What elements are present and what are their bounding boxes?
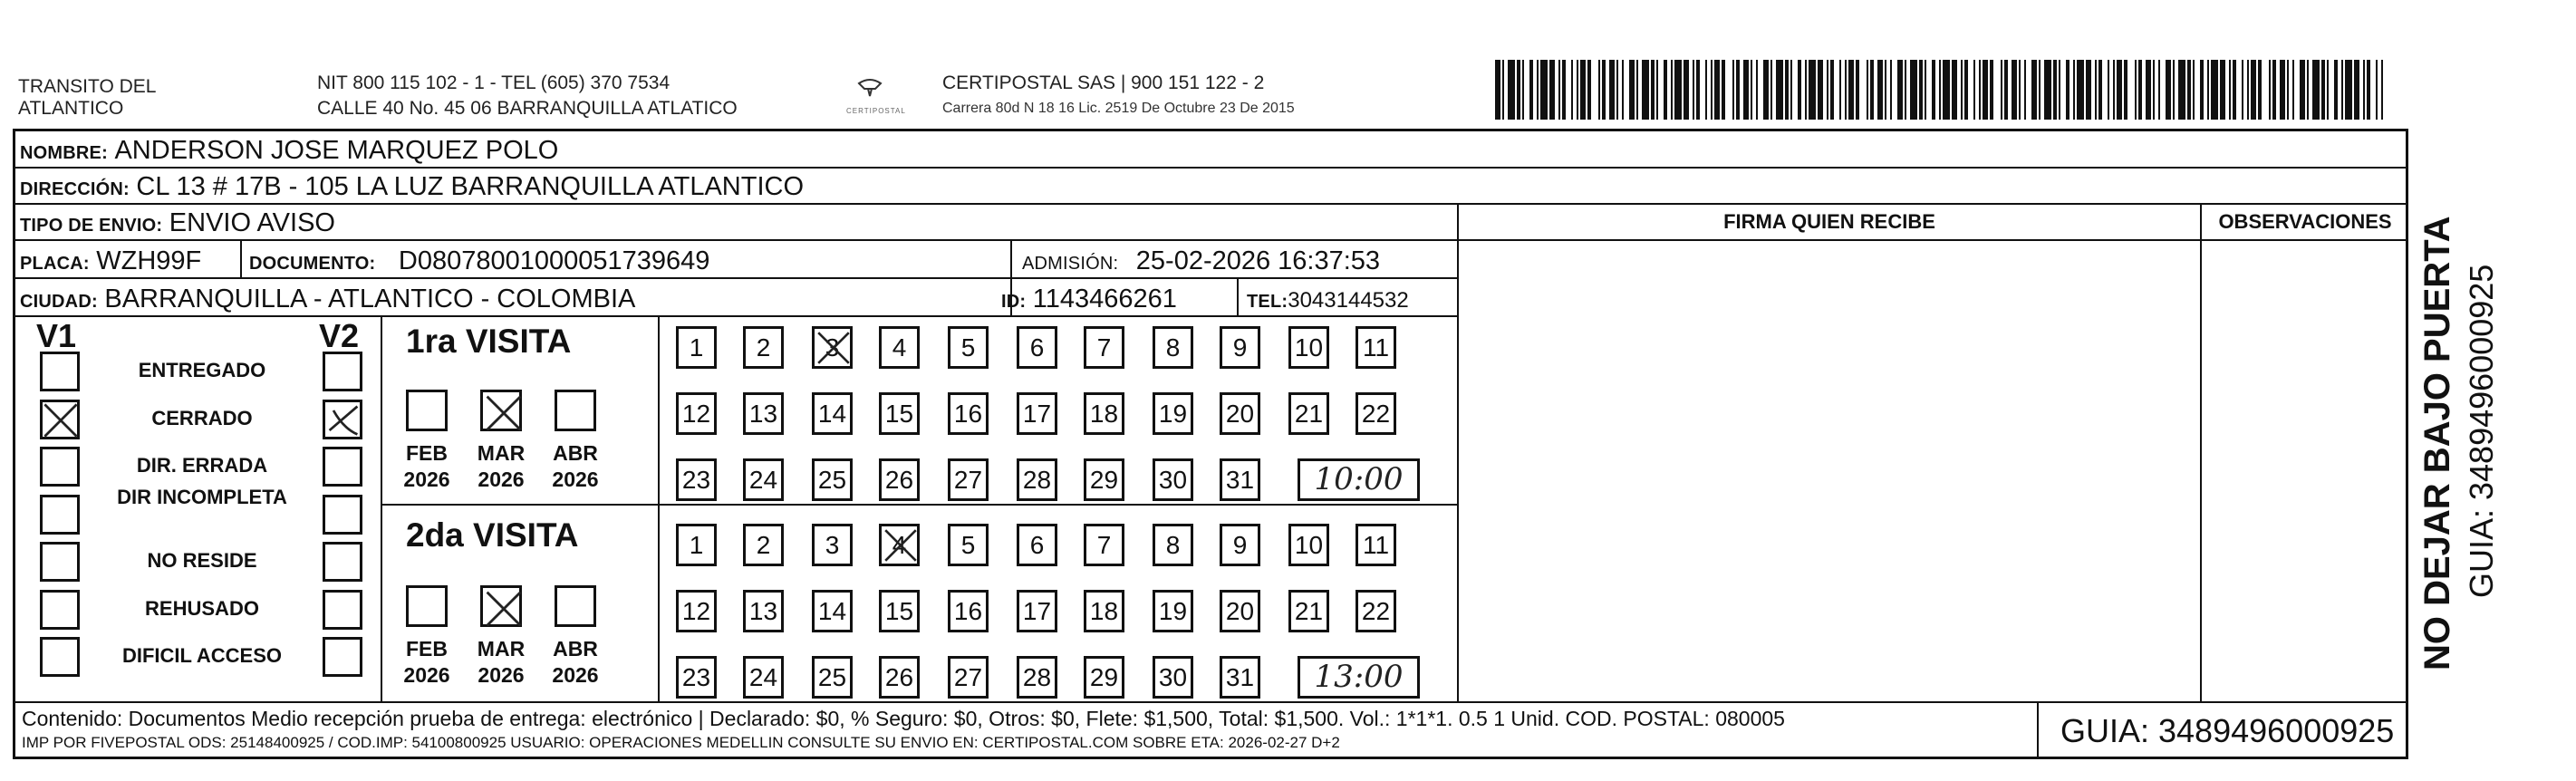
day-number: 18: [1089, 400, 1119, 428]
documento-label: DOCUMENTO:: [249, 254, 376, 274]
status-label: REHUSADO: [145, 596, 259, 620]
day-number: 17: [1022, 597, 1052, 625]
admision-value: 25-02-2026 16:37:53: [1135, 246, 1381, 275]
day-box-20[interactable]: [1220, 590, 1260, 632]
day-box-15[interactable]: [879, 392, 920, 435]
day-number: 2: [756, 333, 771, 362]
day-number: 13: [748, 597, 778, 625]
day-box-28[interactable]: [1017, 458, 1057, 501]
day-box-11[interactable]: [1356, 524, 1396, 566]
day-number: 5: [960, 531, 976, 559]
v2-checkbox-dir-errada[interactable]: [323, 447, 362, 487]
day-number: 13: [748, 400, 778, 428]
direccion-row: [20, 170, 804, 206]
barcode-bar: [1809, 60, 1816, 120]
nombre-label: NOMBRE:: [20, 143, 108, 163]
issuer-info: [317, 72, 738, 120]
footer-content: Contenido: Documentos Medio recepción prueba de entrega: electrónico | Declarado: $0, % Seguro: $0, Otros: $0, Flete: $1,500, Total: $1,500. Vol.: 1*1*1. 0.5 1 Unid. COD. POSTAL: 080005: [22, 707, 1785, 730]
day-number: 17: [1022, 400, 1052, 428]
status-label: NO RESIDE: [147, 549, 257, 572]
barcode-bar: [1540, 60, 1548, 120]
day-box-3[interactable]: [812, 524, 853, 566]
day-box-18[interactable]: [1084, 392, 1124, 435]
month-name: FEB: [406, 441, 448, 465]
day-number: 9: [1232, 333, 1248, 362]
day-box-30[interactable]: [1153, 458, 1193, 501]
day-number: 4: [892, 333, 907, 362]
barcode-bar: [1776, 60, 1783, 120]
barcode-bar: [1674, 60, 1682, 120]
logo-text: CERTIPOSTAL: [846, 107, 906, 115]
day-number: 12: [681, 597, 711, 625]
day-box-9[interactable]: [1220, 326, 1260, 369]
month-name: MAR: [477, 441, 526, 465]
month-name: ABR: [553, 441, 598, 465]
day-number: 28: [1022, 466, 1052, 494]
day-box-1[interactable]: [676, 326, 717, 369]
day-number: 14: [817, 400, 847, 428]
status-label: ENTREGADO: [138, 359, 266, 381]
day-box-12[interactable]: [676, 392, 717, 435]
day-box-20[interactable]: [1220, 392, 1260, 435]
barcode-bar: [2345, 60, 2352, 120]
barcode-bar: [2178, 60, 2185, 120]
tipo-value: ENVIO AVISO: [169, 208, 335, 237]
month-name: ABR: [553, 637, 598, 660]
day-box-8[interactable]: [1153, 524, 1193, 566]
day-number: 3: [825, 333, 840, 362]
month-checkbox-abr[interactable]: [555, 390, 596, 431]
month-label: [469, 636, 533, 689]
tipo-label: TIPO DE ENVIO:: [20, 216, 163, 236]
day-box-11[interactable]: [1356, 326, 1396, 369]
day-number: 28: [1022, 663, 1052, 691]
day-number: 7: [1096, 333, 1112, 362]
day-box-12[interactable]: [676, 590, 717, 632]
day-box-6[interactable]: [1017, 326, 1057, 369]
placa-cell: [20, 245, 201, 280]
day-box-31[interactable]: [1220, 656, 1260, 699]
day-number: 3: [825, 531, 840, 559]
day-number: 18: [1089, 597, 1119, 625]
day-box-25[interactable]: [812, 656, 853, 699]
month-label: [544, 440, 607, 493]
day-number: 8: [1165, 531, 1181, 559]
observaciones-header: OBSERVACIONES: [2218, 210, 2392, 233]
month-year: 2026: [552, 663, 599, 687]
documento-cell: [249, 245, 709, 280]
visit-time[interactable]: 13:00: [1298, 656, 1420, 699]
day-box-14[interactable]: [812, 590, 853, 632]
day-number: 20: [1225, 400, 1255, 428]
day-box-28[interactable]: [1017, 656, 1057, 699]
id-label: ID:: [1001, 292, 1027, 312]
v2-checkbox-dir-incompleta[interactable]: [323, 495, 362, 535]
day-number: 22: [1361, 597, 1391, 625]
day-number: 16: [953, 400, 983, 428]
day-box-16[interactable]: [948, 392, 989, 435]
day-number: 26: [884, 663, 914, 691]
day-number: 20: [1225, 597, 1255, 625]
direccion-label: DIRECCIÓN:: [20, 179, 130, 199]
day-box-7[interactable]: [1084, 326, 1124, 369]
day-number: 30: [1158, 466, 1188, 494]
day-box-26[interactable]: [879, 656, 920, 699]
day-box-10[interactable]: [1288, 524, 1329, 566]
day-box-21[interactable]: [1288, 590, 1329, 632]
day-number: 23: [681, 663, 711, 691]
day-number: 10: [1294, 531, 1324, 559]
v2-checkbox-no-reside[interactable]: [323, 542, 362, 582]
day-box-14[interactable]: [812, 392, 853, 435]
visit-time[interactable]: 10:00: [1298, 458, 1420, 501]
day-box-7[interactable]: [1084, 524, 1124, 566]
day-number: 4: [892, 531, 907, 559]
month-year: 2026: [403, 468, 450, 491]
month-checkbox-feb[interactable]: [406, 585, 448, 627]
carrier-name: CERTIPOSTAL SAS | 900 151 122 - 2: [942, 72, 1265, 93]
visit2-title: 2da VISITA: [406, 516, 579, 554]
day-box-18[interactable]: [1084, 590, 1124, 632]
barcode-bar: [2044, 60, 2051, 120]
issuer-line-2: ATLANTICO: [18, 98, 124, 119]
carrier-license: Carrera 80d N 18 16 Lic. 2519 De Octubre 23 De 2015: [942, 101, 1295, 116]
day-box-10[interactable]: [1288, 326, 1329, 369]
day-number: 31: [1225, 466, 1255, 494]
side-guia: GUIA: 3489496000925: [2463, 264, 2500, 598]
status-label: DIFICIL ACCESO: [121, 644, 282, 667]
day-box-23[interactable]: [676, 458, 717, 501]
day-box-22[interactable]: [1356, 392, 1396, 435]
day-number: 14: [817, 597, 847, 625]
barcode-bar: [2381, 60, 2383, 120]
day-box-27[interactable]: [948, 458, 989, 501]
day-box-6[interactable]: [1017, 524, 1057, 566]
tel-cell: [1247, 283, 1409, 318]
issuer-address: CALLE 40 No. 45 06 BARRANQUILLA ATLATICO: [317, 98, 738, 119]
barcode-bar: [2312, 60, 2320, 120]
day-number: 23: [681, 466, 711, 494]
day-number: 31: [1225, 663, 1255, 691]
day-box-24[interactable]: [743, 458, 784, 501]
day-number: 29: [1089, 466, 1119, 494]
day-number: 11: [1362, 333, 1390, 362]
day-box-5[interactable]: [948, 326, 989, 369]
nombre-value: ANDERSON JOSE MARQUEZ POLO: [114, 136, 559, 165]
day-box-17[interactable]: [1017, 590, 1057, 632]
id-value: 1143466261: [1032, 284, 1177, 313]
month-label: [544, 636, 607, 689]
barcode-bar: [1725, 60, 1732, 120]
v2-header: V2: [319, 317, 360, 354]
documento-value: D08078001000051739649: [398, 246, 710, 275]
day-box-3[interactable]: [812, 326, 853, 369]
ciudad-value: BARRANQUILLA - ATLANTICO - COLOMBIA: [104, 284, 636, 313]
barcode-bar: [1591, 60, 1598, 120]
tel-value: 3043144532: [1288, 288, 1409, 313]
day-number: 2: [756, 531, 771, 559]
month-checkbox-feb[interactable]: [406, 390, 448, 431]
month-checkbox-mar[interactable]: [480, 390, 522, 431]
direccion-value: CL 13 # 17B - 105 LA LUZ BARRANQUILLA ATLANTICO: [136, 172, 805, 201]
barcode-bar: [1943, 60, 1950, 120]
nombre-row: [20, 134, 558, 169]
day-box-24[interactable]: [743, 656, 784, 699]
day-box-13[interactable]: [743, 392, 784, 435]
guia-number: GUIA: 3489496000925: [2060, 712, 2395, 749]
admision-label: ADMISIÓN:: [1022, 254, 1119, 274]
month-name: FEB: [406, 637, 448, 660]
day-number: 5: [960, 333, 976, 362]
v2-checkbox-dificil-acceso[interactable]: [323, 637, 362, 677]
v2-checkbox-entregado[interactable]: [323, 352, 362, 391]
day-box-2[interactable]: [743, 326, 784, 369]
day-number: 16: [953, 597, 983, 625]
status-label: CERRADO: [151, 406, 253, 429]
day-number: 8: [1165, 333, 1181, 362]
admision-cell: [1022, 245, 1380, 280]
tel-label: TEL:: [1247, 292, 1288, 312]
month-year: 2026: [478, 663, 525, 687]
carrier-info: [942, 72, 1295, 118]
day-box-8[interactable]: [1153, 326, 1193, 369]
day-number: 7: [1096, 531, 1112, 559]
ciudad-label: CIUDAD:: [20, 292, 98, 312]
day-number: 24: [748, 663, 778, 691]
month-label: [395, 440, 458, 493]
day-number: 25: [817, 466, 847, 494]
month-checkbox-abr[interactable]: [555, 585, 596, 627]
day-box-16[interactable]: [948, 590, 989, 632]
day-box-9[interactable]: [1220, 524, 1260, 566]
day-number: 29: [1089, 663, 1119, 691]
day-box-4[interactable]: [879, 524, 920, 566]
day-number: 19: [1158, 597, 1188, 625]
tipo-row: [20, 207, 335, 242]
barcode-bar: [2077, 60, 2084, 120]
day-box-4[interactable]: [879, 326, 920, 369]
day-number: 9: [1232, 531, 1248, 559]
day-number: 27: [953, 466, 983, 494]
month-checkbox-mar[interactable]: [480, 585, 522, 627]
barcode-bar: [2262, 60, 2269, 120]
day-number: 12: [681, 400, 711, 428]
day-box-26[interactable]: [879, 458, 920, 501]
barcode-bar: [1910, 60, 1917, 120]
day-box-5[interactable]: [948, 524, 989, 566]
issuer-line-1: TRANSITO DEL: [18, 76, 157, 97]
month-label: [469, 440, 533, 493]
firma-header: FIRMA QUIEN RECIBE: [1723, 210, 1935, 233]
v1-header: V1: [36, 317, 77, 354]
v2-checkbox-cerrado[interactable]: [323, 400, 362, 439]
day-box-21[interactable]: [1288, 392, 1329, 435]
day-box-27[interactable]: [948, 656, 989, 699]
day-number: 24: [748, 466, 778, 494]
day-box-31[interactable]: [1220, 458, 1260, 501]
day-box-30[interactable]: [1153, 656, 1193, 699]
day-number: 19: [1158, 400, 1188, 428]
day-box-22[interactable]: [1356, 590, 1396, 632]
ciudad-cell: [20, 283, 635, 318]
visit1-title: 1ra VISITA: [406, 323, 572, 360]
day-box-23[interactable]: [676, 656, 717, 699]
day-number: 6: [1029, 333, 1045, 362]
certipostal-logo: [843, 76, 906, 120]
status-label: DIR. ERRADA: [136, 454, 268, 477]
day-number: 15: [884, 597, 914, 625]
day-number: 25: [817, 663, 847, 691]
day-box-15[interactable]: [879, 590, 920, 632]
issuer-name: [18, 76, 156, 120]
barcode-bar: [2127, 60, 2135, 120]
day-number: 22: [1361, 400, 1391, 428]
day-box-2[interactable]: [743, 524, 784, 566]
placa-value: WZH99F: [96, 246, 202, 275]
month-year: 2026: [478, 468, 525, 491]
footer-imp: IMP POR FIVEPOSTAL ODS: 25148400925 / COD.IMP: 54100800925 USUARIO: OPERACIONES MEDELLIN CONSULTE SU ENVIO EN: CERTIPOSTAL.COM SOBRE ETA: 2026-02-27 D+2: [22, 734, 1340, 751]
day-box-19[interactable]: [1153, 590, 1193, 632]
placa-label: PLACA:: [20, 254, 90, 274]
day-number: 11: [1362, 531, 1390, 559]
month-year: 2026: [552, 468, 599, 491]
barcode: [1495, 60, 2385, 120]
day-number: 21: [1294, 597, 1324, 625]
status-label: DIR INCOMPLETA: [117, 485, 287, 508]
barcode-bar: [2211, 60, 2218, 120]
day-box-25[interactable]: [812, 458, 853, 501]
side-warning: NO DEJAR BAJO PUERTA: [2417, 216, 2457, 670]
day-number: 1: [689, 333, 704, 362]
day-box-17[interactable]: [1017, 392, 1057, 435]
day-number: 10: [1294, 333, 1324, 362]
day-number: 30: [1158, 663, 1188, 691]
day-box-13[interactable]: [743, 590, 784, 632]
barcode-bar: [1642, 60, 1649, 120]
day-box-1[interactable]: [676, 524, 717, 566]
day-box-19[interactable]: [1153, 392, 1193, 435]
id-cell: [1001, 283, 1177, 318]
day-number: 21: [1294, 400, 1324, 428]
issuer-nit: NIT 800 115 102 - 1 - TEL (605) 370 7534: [317, 72, 671, 93]
day-number: 15: [884, 400, 914, 428]
barcode-bar: [1993, 60, 2001, 120]
month-name: MAR: [477, 637, 526, 660]
day-box-29[interactable]: [1084, 656, 1124, 699]
day-number: 26: [884, 466, 914, 494]
v2-checkbox-rehusado[interactable]: [323, 590, 362, 630]
day-number: 1: [689, 531, 704, 559]
day-number: 6: [1029, 531, 1045, 559]
month-year: 2026: [403, 663, 450, 687]
day-number: 27: [953, 663, 983, 691]
barcode-bar: [1859, 60, 1867, 120]
barcode-bar: [1508, 60, 1515, 120]
month-label: [395, 636, 458, 689]
day-box-29[interactable]: [1084, 458, 1124, 501]
